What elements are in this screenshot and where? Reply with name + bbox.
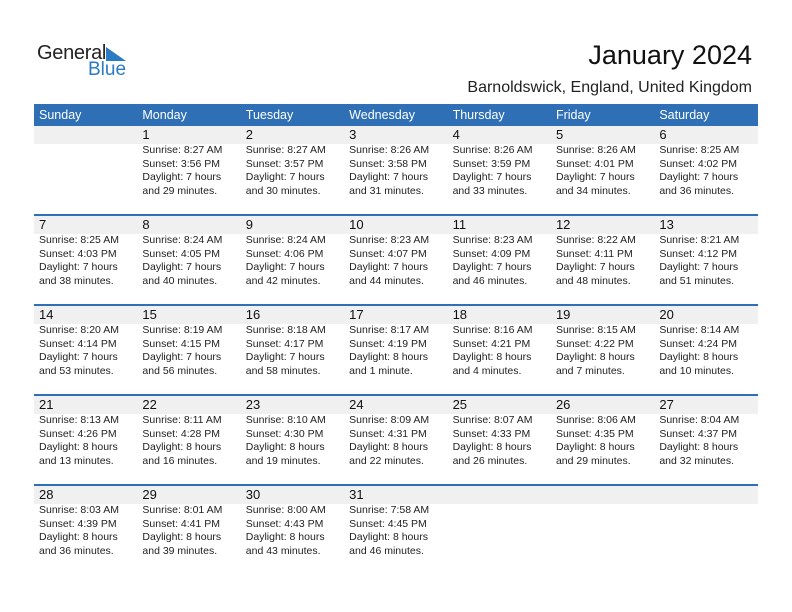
daylight-minutes-text: and 40 minutes. xyxy=(142,274,218,287)
day-number-row xyxy=(34,216,758,234)
day-number xyxy=(551,486,654,504)
daylight-minutes-text: and 22 minutes. xyxy=(349,454,424,467)
daylight-text: Daylight: 8 hours xyxy=(349,441,428,453)
day-number: 29 xyxy=(142,487,157,502)
daylight-text: Daylight: 8 hours xyxy=(349,531,428,543)
sunset-text: Sunset: 3:57 PM xyxy=(245,157,324,170)
day-cell xyxy=(34,144,137,214)
day-number: 15 xyxy=(142,307,157,322)
sunrise-text: Sunrise: 8:11 AM xyxy=(142,414,222,426)
daylight-minutes-text: and 46 minutes. xyxy=(349,544,424,557)
sunrise-text: Sunrise: 8:17 AM xyxy=(349,324,430,336)
day-cell xyxy=(654,414,757,484)
daylight-text: Daylight: 8 hours xyxy=(142,531,222,543)
sunrise-text: Sunrise: 8:00 AM xyxy=(245,504,326,516)
daylight-minutes-text: and 53 minutes. xyxy=(39,364,114,377)
day-cell xyxy=(34,504,137,574)
day-cell xyxy=(344,144,447,214)
sunrise-text: Sunrise: 8:03 AM xyxy=(39,504,119,516)
sunrise-text: Sunrise: 8:16 AM xyxy=(452,324,533,336)
day-number: 27 xyxy=(659,397,674,412)
day-number: 13 xyxy=(659,217,674,232)
day-number: 8 xyxy=(142,217,150,232)
sunset-text: Sunset: 4:39 PM xyxy=(39,517,117,530)
day-cell xyxy=(137,414,240,484)
sunrise-text: Sunrise: 8:18 AM xyxy=(245,324,326,336)
day-cell xyxy=(241,144,344,214)
weekday-monday: Monday xyxy=(142,108,187,122)
daylight-minutes-text: and 44 minutes. xyxy=(349,274,424,287)
week-row xyxy=(34,484,758,574)
logo-text-blue: Blue xyxy=(88,59,127,80)
daylight-text: Daylight: 7 hours xyxy=(245,171,325,183)
sunrise-text: Sunrise: 8:27 AM xyxy=(142,144,223,156)
daylight-text: Daylight: 7 hours xyxy=(452,171,532,183)
daylight-text: Daylight: 8 hours xyxy=(245,531,325,543)
day-number-row xyxy=(34,486,758,504)
daylight-text: Daylight: 7 hours xyxy=(555,171,635,183)
daylight-text: Daylight: 8 hours xyxy=(659,441,739,453)
day-cell xyxy=(551,504,654,574)
weekday-saturday: Saturday xyxy=(659,108,710,122)
daylight-minutes-text: and 29 minutes. xyxy=(142,184,218,197)
daylight-text: Daylight: 7 hours xyxy=(39,261,118,273)
sunrise-text: Sunrise: 8:25 AM xyxy=(39,234,119,246)
sunset-text: Sunset: 4:26 PM xyxy=(39,427,117,440)
sunrise-text: Sunrise: 7:58 AM xyxy=(349,504,430,516)
daylight-minutes-text: and 34 minutes. xyxy=(555,184,631,197)
brand-logo xyxy=(37,42,137,82)
day-number-row xyxy=(34,396,758,414)
sunset-text: Sunset: 4:17 PM xyxy=(245,337,324,350)
day-number: 28 xyxy=(39,487,54,502)
day-details-row xyxy=(34,504,758,574)
day-number: 18 xyxy=(452,307,468,322)
day-number: 14 xyxy=(39,307,54,322)
sunset-text: Sunset: 4:14 PM xyxy=(39,337,117,350)
sunrise-text: Sunrise: 8:23 AM xyxy=(452,234,533,246)
day-number: 11 xyxy=(452,217,467,232)
day-cell xyxy=(344,234,447,304)
day-number: 12 xyxy=(555,217,571,232)
sunrise-text: Sunrise: 8:19 AM xyxy=(142,324,223,336)
day-cell xyxy=(448,414,551,484)
sunrise-text: Sunrise: 8:26 AM xyxy=(555,144,636,156)
day-number: 20 xyxy=(659,307,674,322)
day-cell xyxy=(137,144,240,214)
weekday-wednesday: Wednesday xyxy=(349,108,415,122)
sunset-text: Sunset: 4:01 PM xyxy=(555,157,634,170)
day-number: 30 xyxy=(245,487,261,502)
sunrise-text: Sunrise: 8:27 AM xyxy=(245,144,326,156)
day-cell xyxy=(241,504,344,574)
sunset-text: Sunset: 4:28 PM xyxy=(142,427,221,440)
daylight-text: Daylight: 8 hours xyxy=(555,441,635,453)
day-number xyxy=(448,486,551,504)
daylight-text: Daylight: 8 hours xyxy=(555,351,635,363)
sunset-text: Sunset: 4:07 PM xyxy=(349,247,427,260)
day-cell xyxy=(241,324,344,394)
sunset-text: Sunset: 3:59 PM xyxy=(452,157,531,170)
sunrise-text: Sunrise: 8:23 AM xyxy=(349,234,430,246)
week-row xyxy=(34,126,758,214)
sunrise-text: Sunrise: 8:24 AM xyxy=(245,234,326,246)
location-subtitle: Barnoldswick, England, United Kingdom xyxy=(467,79,752,96)
daylight-text: Daylight: 7 hours xyxy=(142,351,222,363)
sunset-text: Sunset: 4:31 PM xyxy=(349,427,427,440)
day-number: 17 xyxy=(349,307,364,322)
weekday-sunday: Sunday xyxy=(39,108,82,122)
daylight-minutes-text: and 26 minutes. xyxy=(452,454,528,467)
sunrise-text: Sunrise: 8:10 AM xyxy=(245,414,326,426)
day-number: 26 xyxy=(555,397,571,412)
day-number: 25 xyxy=(452,397,468,412)
day-number-row xyxy=(34,126,758,144)
sunrise-text: Sunrise: 8:06 AM xyxy=(555,414,636,426)
day-details-row xyxy=(34,144,758,214)
sunrise-text: Sunrise: 8:22 AM xyxy=(555,234,636,246)
daylight-minutes-text: and 42 minutes. xyxy=(245,274,321,287)
daylight-minutes-text: and 30 minutes. xyxy=(245,184,321,197)
daylight-text: Daylight: 7 hours xyxy=(245,351,325,363)
day-number: 24 xyxy=(349,397,364,412)
weeks-container xyxy=(34,126,758,574)
daylight-text: Daylight: 7 hours xyxy=(555,261,635,273)
day-cell xyxy=(654,234,757,304)
page-title: January 2024 xyxy=(588,40,752,70)
daylight-minutes-text: and 16 minutes. xyxy=(142,454,218,467)
day-cell xyxy=(654,504,757,574)
daylight-text: Daylight: 8 hours xyxy=(39,531,118,543)
daylight-minutes-text: and 58 minutes. xyxy=(245,364,321,377)
daylight-text: Daylight: 8 hours xyxy=(659,351,739,363)
day-number: 19 xyxy=(555,307,571,322)
sunset-text: Sunset: 4:09 PM xyxy=(452,247,531,260)
sunrise-text: Sunrise: 8:25 AM xyxy=(659,144,740,156)
day-cell xyxy=(344,414,447,484)
day-cell xyxy=(448,324,551,394)
day-cell xyxy=(654,324,757,394)
day-number: 23 xyxy=(245,397,261,412)
sunset-text: Sunset: 4:41 PM xyxy=(142,517,221,530)
day-cell xyxy=(448,504,551,574)
weekday-thursday: Thursday xyxy=(452,108,505,122)
weekday-tuesday: Tuesday xyxy=(245,108,294,122)
sunset-text: Sunset: 4:12 PM xyxy=(659,247,737,260)
daylight-minutes-text: and 4 minutes. xyxy=(452,364,522,377)
week-row xyxy=(34,304,758,394)
daylight-text: Daylight: 7 hours xyxy=(245,261,325,273)
day-number: 6 xyxy=(659,127,667,142)
sunset-text: Sunset: 4:37 PM xyxy=(659,427,737,440)
sunrise-text: Sunrise: 8:21 AM xyxy=(659,234,740,246)
day-cell xyxy=(137,234,240,304)
sunrise-text: Sunrise: 8:01 AM xyxy=(142,504,223,516)
day-cell xyxy=(137,504,240,574)
sunset-text: Sunset: 4:43 PM xyxy=(245,517,324,530)
daylight-minutes-text: and 36 minutes. xyxy=(659,184,735,197)
sunset-text: Sunset: 4:06 PM xyxy=(245,247,324,260)
sunrise-text: Sunrise: 8:26 AM xyxy=(349,144,430,156)
sunset-text: Sunset: 4:05 PM xyxy=(142,247,221,260)
daylight-minutes-text: and 10 minutes. xyxy=(659,364,735,377)
daylight-minutes-text: and 33 minutes. xyxy=(452,184,528,197)
day-cell xyxy=(34,324,137,394)
daylight-minutes-text: and 48 minutes. xyxy=(555,274,631,287)
daylight-text: Daylight: 8 hours xyxy=(142,441,222,453)
daylight-text: Daylight: 7 hours xyxy=(349,171,428,183)
calendar-grid xyxy=(34,104,758,574)
day-cell xyxy=(551,144,654,214)
sunset-text: Sunset: 4:30 PM xyxy=(245,427,324,440)
day-number: 3 xyxy=(349,127,357,142)
day-number: 10 xyxy=(349,217,364,232)
day-number: 21 xyxy=(39,397,54,412)
day-cell xyxy=(551,324,654,394)
logo-text-general: General xyxy=(37,42,107,64)
day-number: 5 xyxy=(555,127,564,142)
day-cell xyxy=(241,234,344,304)
sunrise-text: Sunrise: 8:14 AM xyxy=(659,324,740,336)
daylight-minutes-text: and 39 minutes. xyxy=(142,544,218,557)
sunset-text: Sunset: 4:33 PM xyxy=(452,427,531,440)
day-number: 4 xyxy=(452,127,460,142)
daylight-text: Daylight: 7 hours xyxy=(142,261,222,273)
sunrise-text: Sunrise: 8:20 AM xyxy=(39,324,119,336)
daylight-minutes-text: and 19 minutes. xyxy=(245,454,321,467)
daylight-text: Daylight: 8 hours xyxy=(39,441,118,453)
sunrise-text: Sunrise: 8:04 AM xyxy=(659,414,740,426)
daylight-minutes-text: and 1 minute. xyxy=(349,364,413,377)
day-cell xyxy=(551,414,654,484)
sunset-text: Sunset: 4:45 PM xyxy=(349,517,427,530)
day-cell xyxy=(654,144,757,214)
sunset-text: Sunset: 4:24 PM xyxy=(659,337,737,350)
week-row xyxy=(34,394,758,484)
weekday-friday: Friday xyxy=(555,108,591,122)
sunrise-text: Sunrise: 8:26 AM xyxy=(452,144,533,156)
daylight-minutes-text: and 38 minutes. xyxy=(39,274,114,287)
daylight-minutes-text: and 32 minutes. xyxy=(659,454,735,467)
sunset-text: Sunset: 4:22 PM xyxy=(555,337,634,350)
daylight-minutes-text: and 46 minutes. xyxy=(452,274,528,287)
day-cell xyxy=(344,324,447,394)
day-number: 2 xyxy=(245,127,254,142)
daylight-minutes-text: and 36 minutes. xyxy=(39,544,114,557)
daylight-minutes-text: and 7 minutes. xyxy=(555,364,625,377)
day-number: 22 xyxy=(142,397,157,412)
daylight-text: Daylight: 7 hours xyxy=(39,351,118,363)
day-number: 9 xyxy=(245,217,254,232)
day-cell xyxy=(241,414,344,484)
daylight-minutes-text: and 51 minutes. xyxy=(659,274,735,287)
sunrise-text: Sunrise: 8:13 AM xyxy=(39,414,119,426)
sunset-text: Sunset: 4:02 PM xyxy=(659,157,737,170)
sunset-text: Sunset: 3:56 PM xyxy=(142,157,221,170)
day-number: 7 xyxy=(39,217,47,232)
daylight-minutes-text: and 43 minutes. xyxy=(245,544,321,557)
day-number xyxy=(34,126,137,144)
sunset-text: Sunset: 4:21 PM xyxy=(452,337,531,350)
week-row xyxy=(34,214,758,304)
sunrise-text: Sunrise: 8:07 AM xyxy=(452,414,533,426)
daylight-minutes-text: and 31 minutes. xyxy=(349,184,424,197)
daylight-text: Daylight: 8 hours xyxy=(245,441,325,453)
weekday-header xyxy=(34,104,758,126)
daylight-text: Daylight: 8 hours xyxy=(452,351,532,363)
day-cell xyxy=(448,234,551,304)
sunset-text: Sunset: 4:11 PM xyxy=(555,247,633,260)
sunrise-text: Sunrise: 8:24 AM xyxy=(142,234,223,246)
daylight-text: Daylight: 8 hours xyxy=(349,351,428,363)
sunset-text: Sunset: 4:03 PM xyxy=(39,247,117,260)
day-details-row xyxy=(34,234,758,304)
daylight-text: Daylight: 7 hours xyxy=(452,261,532,273)
day-number xyxy=(654,486,757,504)
daylight-minutes-text: and 56 minutes. xyxy=(142,364,218,377)
daylight-text: Daylight: 7 hours xyxy=(142,171,222,183)
daylight-minutes-text: and 29 minutes. xyxy=(555,454,631,467)
sunset-text: Sunset: 4:35 PM xyxy=(555,427,634,440)
day-number: 16 xyxy=(245,307,261,322)
daylight-text: Daylight: 8 hours xyxy=(452,441,532,453)
daylight-text: Daylight: 7 hours xyxy=(659,171,739,183)
day-number: 1 xyxy=(142,127,150,142)
daylight-minutes-text: and 13 minutes. xyxy=(39,454,114,467)
day-details-row xyxy=(34,414,758,484)
day-number-row xyxy=(34,306,758,324)
sunset-text: Sunset: 4:15 PM xyxy=(142,337,221,350)
day-cell xyxy=(448,144,551,214)
day-cell xyxy=(344,504,447,574)
daylight-text: Daylight: 7 hours xyxy=(349,261,428,273)
day-cell xyxy=(34,234,137,304)
day-cell xyxy=(551,234,654,304)
day-cell xyxy=(137,324,240,394)
sunset-text: Sunset: 3:58 PM xyxy=(349,157,427,170)
day-details-row xyxy=(34,324,758,394)
daylight-text: Daylight: 7 hours xyxy=(659,261,739,273)
sunrise-text: Sunrise: 8:15 AM xyxy=(555,324,636,336)
day-cell xyxy=(34,414,137,484)
sunset-text: Sunset: 4:19 PM xyxy=(349,337,427,350)
sunrise-text: Sunrise: 8:09 AM xyxy=(349,414,430,426)
day-number: 31 xyxy=(349,487,364,502)
